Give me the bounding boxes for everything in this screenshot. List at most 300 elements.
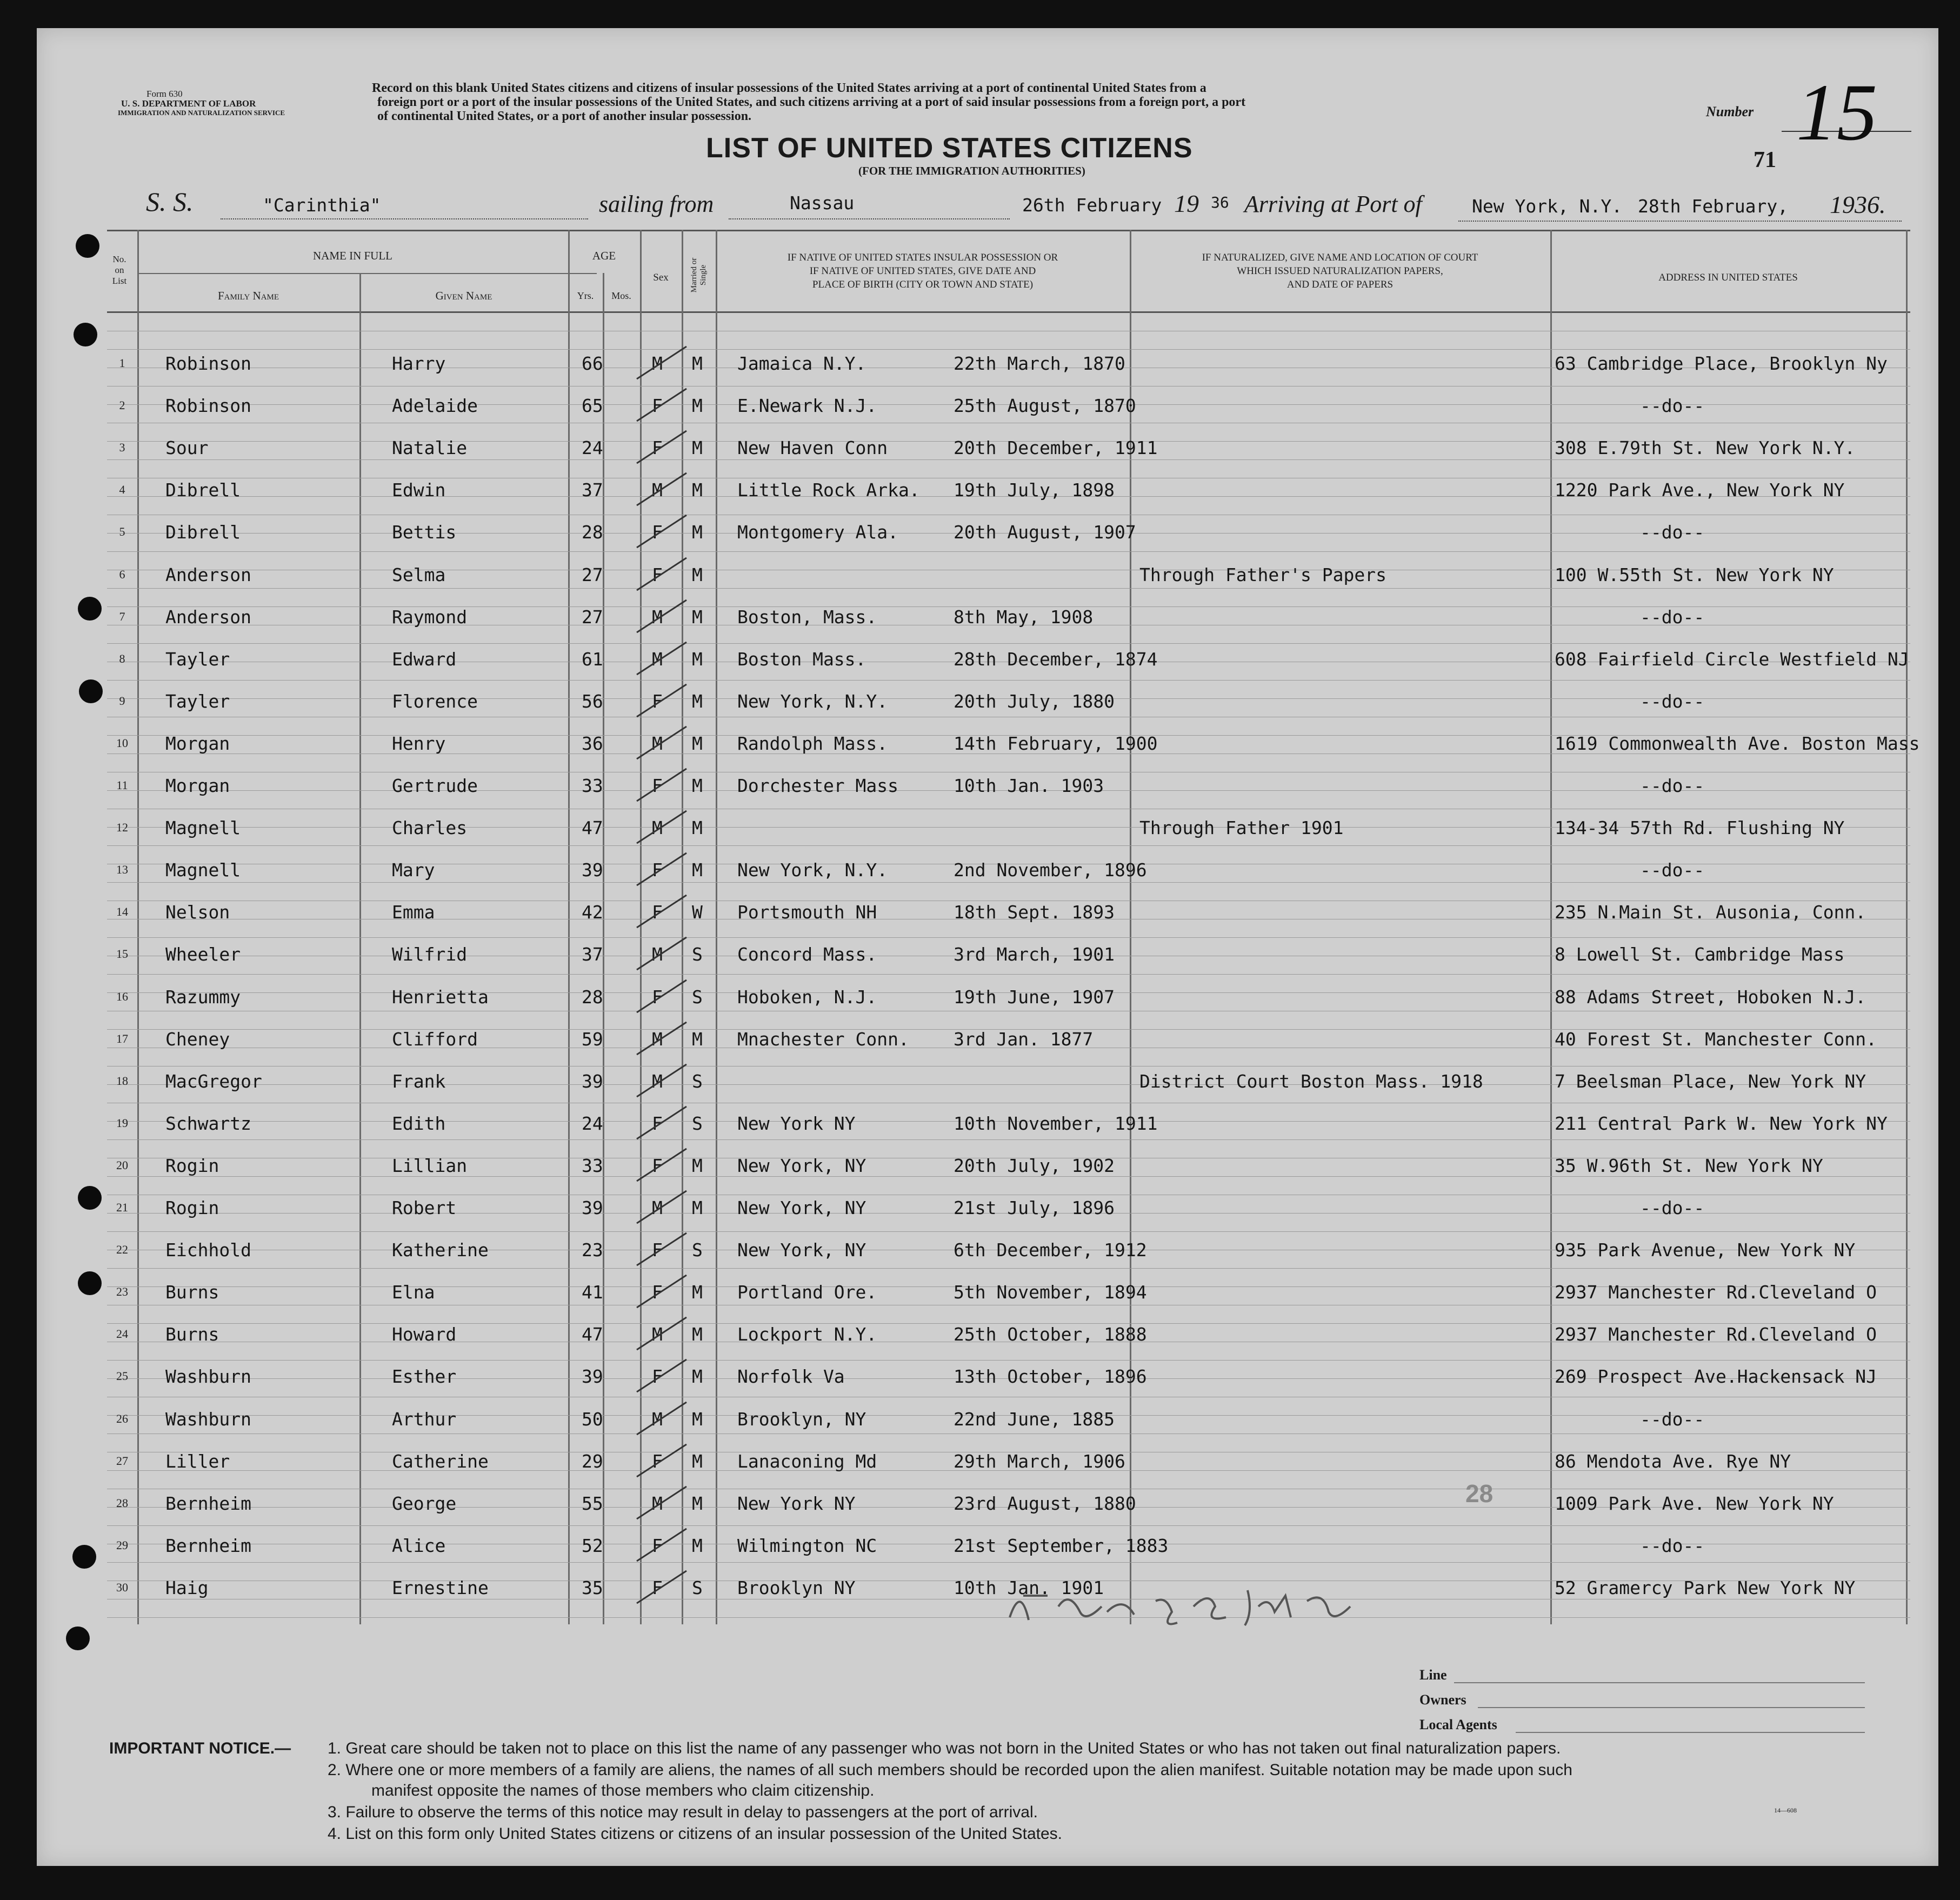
sex: F xyxy=(652,902,663,923)
sailing-from-label: sailing from xyxy=(599,191,714,217)
marital-status: M xyxy=(692,733,703,754)
sex: F xyxy=(652,691,663,712)
given-name: Mary xyxy=(392,859,435,881)
given-name: Edith xyxy=(392,1113,446,1134)
table-row xyxy=(37,564,1938,586)
birth-place: E.Newark N.J. xyxy=(737,395,877,416)
marital-status: M xyxy=(692,479,703,501)
marital-status: M xyxy=(692,606,703,628)
family-name: Schwartz xyxy=(165,1113,251,1134)
age-years: 23 xyxy=(582,1239,603,1261)
ruled-line xyxy=(107,1139,1910,1140)
age-years: 39 xyxy=(582,1197,603,1218)
marital-status: M xyxy=(692,1155,703,1176)
birth-place: New York, NY xyxy=(737,1239,866,1261)
check-mark-icon xyxy=(632,1483,692,1521)
sex: M xyxy=(652,1197,663,1218)
check-mark-icon xyxy=(632,723,692,761)
table-row xyxy=(37,902,1938,923)
table-row xyxy=(37,1409,1938,1430)
sex: M xyxy=(652,817,663,838)
header-address: ADDRESS IN UNITED STATES xyxy=(1658,272,1798,283)
marital-status: M xyxy=(692,775,703,796)
row-number: 9 xyxy=(119,694,125,708)
header-bottom-border xyxy=(107,311,1910,313)
number-label: Number xyxy=(1706,104,1754,119)
given-name: Florence xyxy=(392,691,478,712)
port-from-dotted-line xyxy=(729,218,1010,219)
address: 134-34 57th Rd. Flushing NY xyxy=(1555,817,1845,838)
table-row xyxy=(37,817,1938,839)
port-from: Nassau xyxy=(790,192,855,214)
marital-status: S xyxy=(692,1071,703,1092)
arrive-year: 1936. xyxy=(1830,191,1886,218)
age-years: 28 xyxy=(582,522,603,543)
age-years: 33 xyxy=(582,1155,603,1176)
address: 2937 Manchester Rd.Cleveland O xyxy=(1555,1282,1877,1303)
ruled-line xyxy=(107,937,1910,938)
marital-status: M xyxy=(692,522,703,543)
birth-place: Lockport N.Y. xyxy=(737,1324,877,1345)
table-row xyxy=(37,1239,1938,1261)
header-married-single: Married or Single xyxy=(690,257,708,293)
age-years: 55 xyxy=(582,1493,603,1514)
row-number: 27 xyxy=(116,1454,128,1468)
row-number: 17 xyxy=(116,1032,128,1045)
ruled-line xyxy=(107,1268,1910,1269)
age-years: 50 xyxy=(582,1409,603,1430)
family-name: Burns xyxy=(165,1324,219,1345)
header-naturalized: IF NATURALIZED, GIVE NAME AND LOCATION OF COURT WHICH ISSUED NATURALIZATION PAPERS, AND DATE OF PAPERS xyxy=(1202,252,1478,290)
given-name: Edwin xyxy=(392,479,446,501)
header-no-on-list: No. on List xyxy=(112,254,127,286)
binder-hole xyxy=(66,1626,90,1650)
sex: M xyxy=(652,479,663,501)
pencil-annotation xyxy=(999,1574,1388,1634)
ship-dotted-line xyxy=(221,218,588,219)
check-mark-icon xyxy=(632,934,692,972)
marital-status: S xyxy=(692,944,703,965)
given-name: Lillian xyxy=(392,1155,468,1176)
notice-1: 1. Great care should be taken not to place on this list the name of any passenger who was not born in the United States or who has not taken out final naturalization papers. xyxy=(328,1739,1561,1757)
birth-date: 20th December, 1911 xyxy=(954,437,1158,458)
row-number: 8 xyxy=(119,652,125,665)
naturalization-details: District Court Boston Mass. 1918 xyxy=(1139,1071,1483,1092)
family-name: Eichhold xyxy=(165,1239,251,1261)
footer-owners-label: Owners xyxy=(1419,1692,1466,1708)
port-to: New York, N.Y. xyxy=(1472,196,1623,217)
birth-date: 18th Sept. 1893 xyxy=(954,902,1115,923)
birth-place: New York NY xyxy=(737,1113,856,1134)
stamp-number: 28 xyxy=(1465,1479,1494,1508)
sex: M xyxy=(652,1029,663,1050)
check-mark-icon xyxy=(632,1188,692,1225)
form-number: Form 630 xyxy=(146,89,183,99)
birth-date: 25th August, 1870 xyxy=(954,395,1136,416)
sex: F xyxy=(652,437,663,458)
notice-heading: IMPORTANT NOTICE.— xyxy=(109,1739,291,1757)
given-name: Selma xyxy=(392,564,446,585)
given-name: Howard xyxy=(392,1324,457,1345)
header-yrs: Yrs. xyxy=(577,290,594,301)
ruled-line xyxy=(107,882,1910,883)
birth-date: 10th November, 1911 xyxy=(954,1113,1158,1134)
row-number: 16 xyxy=(116,990,128,1003)
marital-status: M xyxy=(692,1409,703,1430)
sex: M xyxy=(652,944,663,965)
given-name: Raymond xyxy=(392,606,468,628)
given-name: Adelaide xyxy=(392,395,478,416)
birth-place: Boston, Mass. xyxy=(737,606,877,628)
age-years: 37 xyxy=(582,944,603,965)
address: 1009 Park Ave. New York NY xyxy=(1555,1493,1834,1514)
marital-status: M xyxy=(692,1451,703,1472)
birth-date: 2nd November, 1896 xyxy=(954,859,1147,881)
naturalization-details: Through Father 1901 xyxy=(1139,817,1344,838)
table-row xyxy=(37,1071,1938,1092)
table-row xyxy=(37,395,1938,417)
birth-date: 25th October, 1888 xyxy=(954,1324,1147,1345)
family-name: Washburn xyxy=(165,1366,251,1387)
sex: F xyxy=(652,859,663,881)
family-name: Magnell xyxy=(165,859,241,881)
sail-date: 26th February xyxy=(1022,195,1162,216)
notice-2-continued: manifest opposite the names of those members who claim citizenship. xyxy=(371,1782,875,1799)
address: --do-- xyxy=(1640,691,1705,712)
family-name: Dibrell xyxy=(165,479,241,501)
marital-status: M xyxy=(692,564,703,585)
instruction-line-2: foreign port or a port of the insular possessions of the United States, and such citizens arriving at a port of said insular possessions from a foreign port, a port xyxy=(377,95,1246,109)
ruled-line xyxy=(107,845,1910,846)
ruled-line xyxy=(107,1525,1910,1526)
address: --do-- xyxy=(1640,606,1705,628)
check-mark-icon xyxy=(632,1061,692,1099)
check-mark-icon xyxy=(632,892,692,930)
given-name: Clifford xyxy=(392,1029,478,1050)
ruled-line xyxy=(107,349,1910,350)
family-name: Haig xyxy=(165,1577,209,1598)
marital-status: M xyxy=(692,1324,703,1345)
row-number: 29 xyxy=(116,1538,128,1552)
table-row xyxy=(37,733,1938,755)
sex: M xyxy=(652,353,663,374)
check-mark-icon xyxy=(632,808,692,845)
birth-date: 22th March, 1870 xyxy=(954,353,1125,374)
header-age: AGE xyxy=(592,249,616,262)
instruction-line-1: Record on this blank United States citizens and citizens of insular possessions of the United States arriving at a port of continental United States from a xyxy=(372,81,1206,95)
page-number: 71 xyxy=(1754,148,1776,172)
marital-status: M xyxy=(692,859,703,881)
page-title: LIST OF UNITED STATES CITIZENS xyxy=(706,132,1193,164)
check-mark-icon xyxy=(632,1272,692,1310)
table-row xyxy=(37,691,1938,712)
birth-place: Boston Mass. xyxy=(737,649,866,670)
marital-status: M xyxy=(692,1366,703,1387)
sex: F xyxy=(652,1155,663,1176)
check-mark-icon xyxy=(632,639,692,677)
port-to-dotted-line xyxy=(1458,221,1902,222)
given-name: Gertrude xyxy=(392,775,478,796)
family-name: Robinson xyxy=(165,395,251,416)
table-row xyxy=(37,1113,1938,1135)
given-name: Bettis xyxy=(392,522,457,543)
row-number: 30 xyxy=(116,1581,128,1594)
age-years: 28 xyxy=(582,986,603,1008)
row-number: 15 xyxy=(116,947,128,961)
ss-label: S. S. xyxy=(146,186,194,217)
family-name: Tayler xyxy=(165,691,230,712)
birth-date: 5th November, 1894 xyxy=(954,1282,1147,1303)
age-years: 66 xyxy=(582,353,603,374)
birth-date: 21st September, 1883 xyxy=(954,1535,1169,1556)
table-row xyxy=(37,1577,1938,1599)
sex: M xyxy=(652,606,663,628)
age-years: 27 xyxy=(582,606,603,628)
family-name: Sour xyxy=(165,437,209,458)
row-number: 10 xyxy=(116,736,128,750)
marital-status: S xyxy=(692,986,703,1008)
check-mark-icon xyxy=(632,1019,692,1057)
family-name: MacGregor xyxy=(165,1071,262,1092)
age-years: 35 xyxy=(582,1577,603,1598)
family-name: Tayler xyxy=(165,649,230,670)
marital-status: M xyxy=(692,1029,703,1050)
table-row xyxy=(37,1155,1938,1177)
age-years: 37 xyxy=(582,479,603,501)
table-row xyxy=(37,353,1938,375)
given-name: Frank xyxy=(392,1071,446,1092)
birth-date: 20th August, 1907 xyxy=(954,522,1136,543)
sail-year: 36 xyxy=(1211,194,1229,211)
age-years: 47 xyxy=(582,817,603,838)
check-mark-icon xyxy=(632,470,692,508)
notice-4: 4. List on this form only United States citizens or citizens of an insular possession of the United States. xyxy=(328,1825,1063,1843)
footer-line-rule xyxy=(1454,1682,1865,1683)
marital-status: M xyxy=(692,1535,703,1556)
check-mark-icon xyxy=(632,1314,692,1352)
address: --do-- xyxy=(1640,1409,1705,1430)
address: 1220 Park Ave., New York NY xyxy=(1555,479,1845,501)
table-row xyxy=(37,479,1938,501)
family-name: Robinson xyxy=(165,353,251,374)
row-number: 20 xyxy=(116,1158,128,1172)
address: 211 Central Park W. New York NY xyxy=(1555,1113,1888,1134)
footer-line-label: Line xyxy=(1419,1667,1447,1683)
given-name: Wilfrid xyxy=(392,944,468,965)
manifest-sheet xyxy=(37,28,1938,1866)
row-number: 21 xyxy=(116,1201,128,1214)
family-name: Anderson xyxy=(165,606,251,628)
birth-place: New York NY xyxy=(737,1493,856,1514)
address: --do-- xyxy=(1640,1197,1705,1218)
address: 2937 Manchester Rd.Cleveland O xyxy=(1555,1324,1877,1345)
family-name: Washburn xyxy=(165,1409,251,1430)
row-number: 6 xyxy=(119,568,125,581)
table-row xyxy=(37,1535,1938,1557)
birth-place: Montgomery Ala. xyxy=(737,522,899,543)
birth-date: 22nd June, 1885 xyxy=(954,1409,1115,1430)
sex: F xyxy=(652,986,663,1008)
marital-status: M xyxy=(692,1197,703,1218)
marital-status: S xyxy=(692,1113,703,1134)
check-mark-icon xyxy=(632,1145,692,1183)
address: 7 Beelsman Place, New York NY xyxy=(1555,1071,1866,1092)
family-name: Rogin xyxy=(165,1197,219,1218)
birth-date: 28th December, 1874 xyxy=(954,649,1158,670)
family-name: Burns xyxy=(165,1282,219,1303)
birth-date: 19th June, 1907 xyxy=(954,986,1115,1008)
row-number: 26 xyxy=(116,1412,128,1425)
row-number: 3 xyxy=(119,441,125,454)
age-years: 56 xyxy=(582,691,603,712)
marital-status: S xyxy=(692,1577,703,1598)
address: 40 Forest St. Manchester Conn. xyxy=(1555,1029,1877,1050)
birth-date: 10th Jan. 1903 xyxy=(954,775,1104,796)
department-label: U. S. DEPARTMENT OF LABOR xyxy=(121,98,256,109)
sex: F xyxy=(652,1113,663,1134)
sex: F xyxy=(652,1239,663,1261)
birth-date: 19th July, 1898 xyxy=(954,479,1115,501)
check-mark-icon xyxy=(632,1103,692,1141)
age-years: 24 xyxy=(582,1113,603,1134)
birth-place: Hoboken, N.J. xyxy=(737,986,877,1008)
row-number: 25 xyxy=(116,1369,128,1383)
family-name: Magnell xyxy=(165,817,241,838)
address: --do-- xyxy=(1640,775,1705,796)
table-row xyxy=(37,437,1938,459)
birth-place: New York, NY xyxy=(737,1197,866,1218)
name-subheader-border xyxy=(137,273,597,274)
row-number: 19 xyxy=(116,1116,128,1130)
given-name: Edward xyxy=(392,649,457,670)
sex: F xyxy=(652,395,663,416)
family-name: Razummy xyxy=(165,986,241,1008)
address: 269 Prospect Ave.Hackensack NJ xyxy=(1555,1366,1877,1387)
ship-name: "Carinthia" xyxy=(263,195,381,216)
marital-status: M xyxy=(692,395,703,416)
sex: M xyxy=(652,1493,663,1514)
page-subtitle: (FOR THE IMMIGRATION AUTHORITIES) xyxy=(858,164,1085,177)
row-number: 13 xyxy=(116,863,128,876)
birth-date: 20th July, 1902 xyxy=(954,1155,1115,1176)
birth-place: New Haven Conn xyxy=(737,437,888,458)
row-number: 5 xyxy=(119,525,125,538)
address: 63 Cambridge Place, Brooklyn Ny xyxy=(1555,353,1888,374)
given-name: Elna xyxy=(392,1282,435,1303)
age-years: 27 xyxy=(582,564,603,585)
ruled-line xyxy=(107,459,1910,460)
birth-date: 23rd August, 1880 xyxy=(954,1493,1136,1514)
row-number: 4 xyxy=(119,483,125,496)
check-mark-icon xyxy=(632,1230,692,1268)
given-name: Robert xyxy=(392,1197,457,1218)
ruled-line xyxy=(107,974,1910,975)
age-years: 52 xyxy=(582,1535,603,1556)
ruled-line xyxy=(107,1231,1910,1232)
birth-place: New York, N.Y. xyxy=(737,691,888,712)
service-label: IMMIGRATION AND NATURALIZATION SERVICE xyxy=(118,109,285,117)
check-mark-icon xyxy=(632,1399,692,1437)
birth-place: Concord Mass. xyxy=(737,944,877,965)
check-mark-icon xyxy=(632,343,692,381)
address: 608 Fairfield Circle Westfield NJ xyxy=(1555,649,1909,670)
sex: M xyxy=(652,649,663,670)
family-name: Nelson xyxy=(165,902,230,923)
header-sex: Sex xyxy=(653,272,669,283)
birth-place: Wilmington NC xyxy=(737,1535,877,1556)
check-mark-icon xyxy=(632,555,692,592)
family-name: Dibrell xyxy=(165,522,241,543)
ruled-line xyxy=(107,680,1910,681)
header-family-name: Family Name xyxy=(217,289,279,302)
birth-date: 10th Jan. 1901 xyxy=(954,1577,1104,1598)
check-mark-icon xyxy=(632,681,692,719)
birth-date: 3rd March, 1901 xyxy=(954,944,1115,965)
address: 100 W.55th St. New York NY xyxy=(1555,564,1834,585)
sex: F xyxy=(652,1535,663,1556)
address: --do-- xyxy=(1640,1535,1705,1556)
birth-date: 14th February, 1900 xyxy=(954,733,1158,754)
address: 935 Park Avenue, New York NY xyxy=(1555,1239,1856,1261)
check-mark-icon xyxy=(632,597,692,635)
footer-owners-rule xyxy=(1478,1707,1865,1708)
table-row xyxy=(37,1029,1938,1050)
sex: M xyxy=(652,1071,663,1092)
table-row xyxy=(37,1366,1938,1388)
check-mark-icon xyxy=(632,428,692,465)
birth-date: 3rd Jan. 1877 xyxy=(954,1029,1094,1050)
given-name: Charles xyxy=(392,817,468,838)
address: 8 Lowell St. Cambridge Mass xyxy=(1555,944,1845,965)
address: 88 Adams Street, Hoboken N.J. xyxy=(1555,986,1866,1008)
address: 52 Gramercy Park New York NY xyxy=(1555,1577,1856,1598)
table-row xyxy=(37,986,1938,1008)
row-number: 11 xyxy=(116,778,128,792)
row-number: 22 xyxy=(116,1243,128,1256)
family-name: Bernheim xyxy=(165,1535,251,1556)
table-row xyxy=(37,775,1938,797)
sex: M xyxy=(652,1324,663,1345)
row-number: 18 xyxy=(116,1074,128,1088)
birth-place: Dorchester Mass xyxy=(737,775,899,796)
ruled-line xyxy=(107,1360,1910,1361)
birth-date: 20th July, 1880 xyxy=(954,691,1115,712)
family-name: Morgan xyxy=(165,775,230,796)
table-row xyxy=(37,1197,1938,1219)
birth-date: 21st July, 1896 xyxy=(954,1197,1115,1218)
marital-status: S xyxy=(692,1239,703,1261)
binder-hole xyxy=(74,323,97,346)
age-years: 39 xyxy=(582,859,603,881)
birth-place: Brooklyn NY xyxy=(737,1577,856,1598)
number-value: 15 xyxy=(1796,68,1877,157)
marital-status: M xyxy=(692,353,703,374)
check-mark-icon xyxy=(632,1525,692,1563)
header-mos: Mos. xyxy=(611,290,631,301)
address: --do-- xyxy=(1640,859,1705,881)
sex: F xyxy=(652,1282,663,1303)
table-row xyxy=(37,522,1938,543)
table-top-border xyxy=(107,230,1910,231)
check-mark-icon xyxy=(632,1441,692,1479)
check-mark-icon xyxy=(632,512,692,550)
given-name: Arthur xyxy=(392,1409,457,1430)
arriving-label: Arriving at Port of xyxy=(1244,191,1422,217)
header-given-name: Given Name xyxy=(435,289,492,302)
sex: M xyxy=(652,1409,663,1430)
given-name: Alice xyxy=(392,1535,446,1556)
age-years: 59 xyxy=(582,1029,603,1050)
